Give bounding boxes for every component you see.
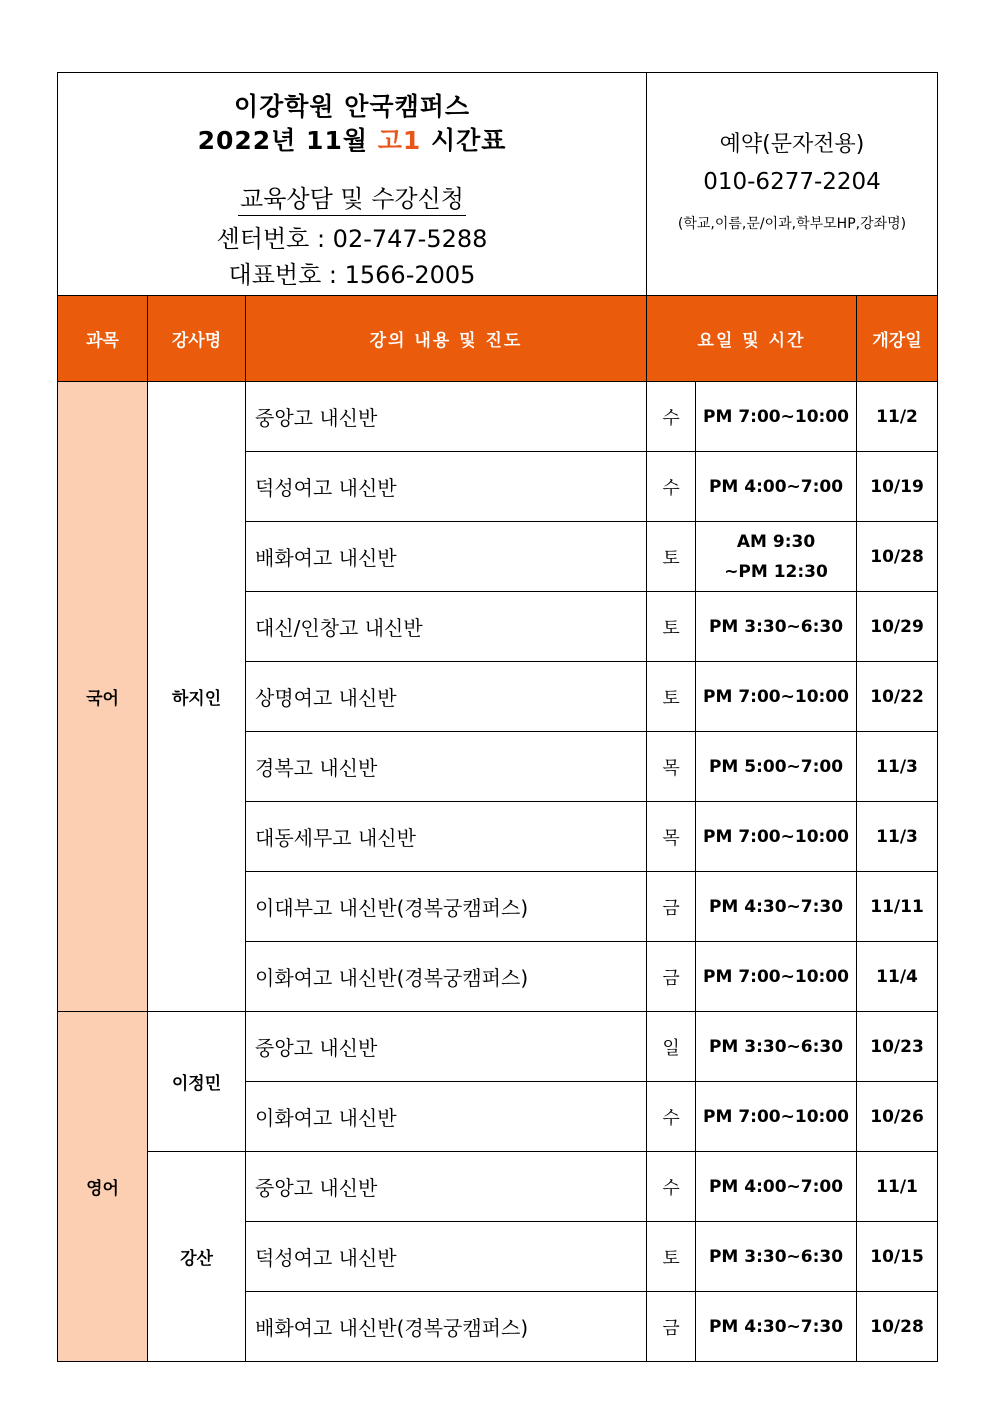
start-cell: 11/3 <box>857 732 938 802</box>
table-row <box>58 1152 938 1222</box>
start-cell: 10/29 <box>857 592 938 662</box>
teacher-cell: 강산 <box>148 1152 246 1362</box>
course-cell: 배화여고 내신반(경복궁캠퍼스) <box>246 1292 647 1362</box>
time-cell: PM 7:00~10:00 <box>696 942 857 1012</box>
teacher-cell: 이정민 <box>148 1012 246 1152</box>
table-row <box>58 1012 938 1082</box>
time-cell: PM 7:00~10:00 <box>696 1082 857 1152</box>
time-cell: PM 7:00~10:00 <box>696 802 857 872</box>
course-cell: 상명여고 내신반 <box>246 662 647 732</box>
day-cell: 일 <box>647 1012 696 1082</box>
center-phone: 센터번호 : 02-747-5288 <box>216 225 488 253</box>
course-cell: 대동세무고 내신반 <box>246 802 647 872</box>
day-cell: 금 <box>647 942 696 1012</box>
reservation-label: 예약(문자전용) <box>719 132 865 157</box>
start-cell: 11/2 <box>857 382 938 452</box>
day-cell: 토 <box>647 592 696 662</box>
start-cell: 10/28 <box>857 1292 938 1362</box>
time-cell: PM 3:30~6:30 <box>696 1222 857 1292</box>
day-cell: 금 <box>647 872 696 942</box>
main-phone: 대표번호 : 1566-2005 <box>228 261 476 289</box>
day-cell: 수 <box>647 452 696 522</box>
course-cell: 덕성여고 내신반 <box>246 452 647 522</box>
day-cell: 목 <box>647 802 696 872</box>
course-cell: 덕성여고 내신반 <box>246 1222 647 1292</box>
teacher-cell: 하지인 <box>148 382 246 1012</box>
subject-cell: 영어 <box>58 1012 148 1362</box>
col-content: 강의 내용 및 진도 <box>246 296 647 382</box>
academy-title: 이강학원 안국캠퍼스 <box>233 92 471 121</box>
time-cell: PM 4:30~7:30 <box>696 1292 857 1362</box>
day-cell: 토 <box>647 1222 696 1292</box>
day-cell: 수 <box>647 382 696 452</box>
schedule-title: 2022년 11월 고1 시간표 <box>197 126 507 155</box>
consult-heading: 교육상담 및 수강신청 <box>58 179 646 214</box>
course-cell: 이대부고 내신반(경복궁캠퍼스) <box>246 872 647 942</box>
start-cell: 10/26 <box>857 1082 938 1152</box>
reservation-note: (학교,이름,문/이과,학부모HP,강좌명) <box>677 216 907 232</box>
day-cell: 금 <box>647 1292 696 1362</box>
column-header-row <box>58 296 938 382</box>
time-cell: PM 4:00~7:00 <box>696 1152 857 1222</box>
course-cell: 배화여고 내신반 <box>246 522 647 592</box>
reservation-block <box>647 73 938 296</box>
course-cell: 경복고 내신반 <box>246 732 647 802</box>
day-cell: 토 <box>647 522 696 592</box>
course-cell: 중앙고 내신반 <box>246 1152 647 1222</box>
course-cell: 중앙고 내신반 <box>246 1012 647 1082</box>
reservation-phone: 010-6277-2204 <box>703 169 881 195</box>
start-cell: 10/15 <box>857 1222 938 1292</box>
start-cell: 10/23 <box>857 1012 938 1082</box>
start-cell: 11/11 <box>857 872 938 942</box>
day-cell: 토 <box>647 662 696 732</box>
start-cell: 11/1 <box>857 1152 938 1222</box>
time-cell: PM 7:00~10:00 <box>696 382 857 452</box>
day-cell: 수 <box>647 1082 696 1152</box>
time-cell: PM 4:30~7:30 <box>696 872 857 942</box>
course-cell: 중앙고 내신반 <box>246 382 647 452</box>
course-cell: 이화여고 내신반(경복궁캠퍼스) <box>246 942 647 1012</box>
time-cell: AM 9:30 ~PM 12:30 <box>696 522 857 592</box>
col-start: 개강일 <box>857 296 938 382</box>
grade-label: 고1 <box>377 126 422 155</box>
start-cell: 10/19 <box>857 452 938 522</box>
col-subject: 과목 <box>58 296 148 382</box>
time-cell: PM 3:30~6:30 <box>696 592 857 662</box>
start-cell: 10/22 <box>857 662 938 732</box>
start-cell: 10/28 <box>857 522 938 592</box>
course-cell: 이화여고 내신반 <box>246 1082 647 1152</box>
title-block <box>58 73 647 296</box>
time-cell: PM 5:00~7:00 <box>696 732 857 802</box>
day-cell: 목 <box>647 732 696 802</box>
time-cell: PM 4:00~7:00 <box>696 452 857 522</box>
timetable <box>57 72 938 1362</box>
col-schedule: 요일 및 시간 <box>647 296 857 382</box>
col-teacher: 강사명 <box>148 296 246 382</box>
subject-cell: 국어 <box>58 382 148 1012</box>
time-cell: PM 3:30~6:30 <box>696 1012 857 1082</box>
table-row <box>58 382 938 452</box>
start-cell: 11/4 <box>857 942 938 1012</box>
day-cell: 수 <box>647 1152 696 1222</box>
start-cell: 11/3 <box>857 802 938 872</box>
time-cell: PM 7:00~10:00 <box>696 662 857 732</box>
course-cell: 대신/인창고 내신반 <box>246 592 647 662</box>
